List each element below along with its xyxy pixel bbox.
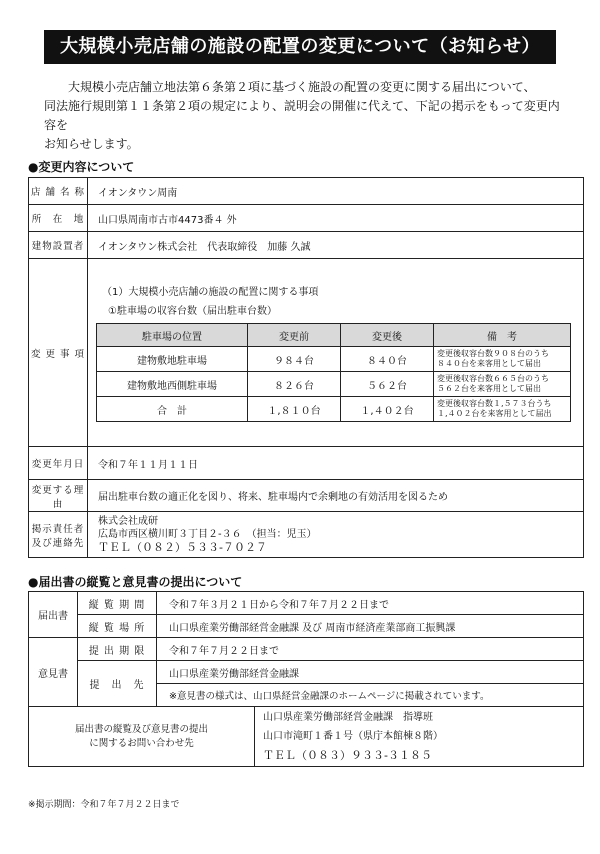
deadline-label: 提 出 期 限: [78, 638, 157, 661]
parking-header-position: 駐車場の位置: [97, 324, 248, 347]
change-date-value: 令和７年１１月１１日: [88, 447, 584, 480]
change-heading: （1）大規模小売店舗の施設の配置に関する事項: [102, 287, 319, 298]
contact-label-line: 及び連絡先: [31, 537, 85, 549]
change-info-table: [28, 177, 584, 558]
parking-note-line: 変更後収容台数６６５台のうち: [437, 374, 549, 383]
parking-note-line: 変更後収容台数１,５７３台うち: [437, 399, 552, 408]
opinion-group-label: 意見書: [29, 638, 78, 707]
review-table: [28, 591, 584, 767]
change-reason-label: 変更する理由: [29, 480, 88, 512]
parking-note: [434, 397, 571, 422]
parking-row: [97, 372, 571, 397]
establisher-value: イオンタウン株式会社 代表取締役 加藤 久誠: [88, 232, 584, 259]
change-reason-value: 届出駐車台数の適正化を図り、将来、駐車場内で余剰地の有効活用を図るため: [88, 480, 584, 512]
store-name-label: 店 舗 名 称: [29, 178, 88, 205]
parking-header-note: 備 考: [434, 324, 571, 347]
parking-position: 合 計: [97, 397, 248, 422]
intro-line: 大規模小売店舗立地法第６条第２項に基づく施設の配置の変更に関する届出について、: [68, 80, 536, 94]
store-name-value: イオンタウン周南: [88, 178, 584, 205]
parking-note-line: ５６２台を来客用として届出: [437, 384, 541, 393]
destination-value: 山口県産業労働部経営金融課: [157, 661, 584, 684]
inquiry-tel: ＴＥＬ（０８３）９３３-３１８５: [263, 749, 432, 762]
parking-header-after: 変更後: [341, 324, 434, 347]
intro-line: 同法施行規則第１１条第２項の規定により、説明会の開催に代えて、下記の掲示をもって変更内容を: [44, 99, 560, 132]
parking-before: １,８１０台: [248, 397, 341, 422]
notification-group-label: 届出書: [29, 592, 78, 638]
inquiry-label: [29, 707, 255, 767]
intro-text: [44, 78, 564, 154]
parking-position: 建物敷地西側駐車場: [97, 372, 248, 397]
inquiry-address: 山口市滝町１番１号（県庁本館棟８階）: [263, 731, 443, 742]
change-date-label: 変更年月日: [29, 447, 88, 480]
parking-header-before: 変更前: [248, 324, 341, 347]
parking-before: ８２６台: [248, 372, 341, 397]
contact-address: 広島市西区横川町３丁目２-３６ （担当：児玉）: [98, 529, 317, 540]
parking-note-line: 変更後収容台数９０８台のうち: [437, 349, 549, 358]
contact-company: 株式会社成研: [98, 516, 158, 527]
parking-table: [96, 323, 571, 422]
inquiry-dept: 山口県産業労働部経営金融課 指導班: [263, 712, 433, 723]
parking-row: [97, 347, 571, 372]
contact-label: [29, 512, 88, 558]
location-label: 所 在 地: [29, 205, 88, 232]
section-heading-changes: ●変更内容について: [28, 160, 135, 174]
parking-after: ８４０台: [341, 347, 434, 372]
section-heading-review: ●届出書の縦覧と意見書の提出について: [28, 575, 243, 589]
review-period-value: 令和７年３月２１日から令和７年７月２２日まで: [157, 592, 584, 615]
change-items-cell: [88, 259, 584, 447]
change-items-label: 変 更 事 項: [29, 259, 88, 447]
destination-label: 提 出 先: [78, 661, 157, 707]
inquiry-label-line: 届出書の縦覧及び意見書の提出: [74, 723, 208, 735]
posting-period-note: ※掲示期間：令和７年７月２２日まで: [28, 800, 180, 810]
parking-note: [434, 347, 571, 372]
contact-value: [88, 512, 584, 558]
contact-label-line: 掲示責任者: [31, 523, 85, 535]
parking-after: １,４０２台: [341, 397, 434, 422]
parking-note-line: １,４０２台を来客用として届出: [437, 409, 552, 418]
deadline-value: 令和７年７月２２日まで: [157, 638, 584, 661]
parking-position: 建物敷地駐車場: [97, 347, 248, 372]
parking-after: ５６２台: [341, 372, 434, 397]
parking-note: [434, 372, 571, 397]
intro-line: お知らせします。: [44, 137, 139, 151]
review-place-value: 山口県産業労働部経営金融課 及び 周南市経済産業部商工振興課: [157, 615, 584, 638]
location-value: 山口県周南市古市4473番４ 外: [88, 205, 584, 232]
review-place-label: 縦 覧 場 所: [78, 615, 157, 638]
establisher-label: 建物設置者: [29, 232, 88, 259]
inquiry-label-line: に関するお問い合わせ先: [89, 737, 194, 749]
destination-note: ※意見書の様式は、山口県経営金融課のホームページに掲載されています。: [157, 684, 584, 707]
page-title: 大規模小売店舗の施設の配置の変更について（お知らせ）: [44, 30, 556, 64]
parking-note-line: ８４０台を来客用として届出: [437, 359, 541, 368]
contact-tel: ＴＥＬ（０８２）５３３-７０２７: [98, 541, 267, 554]
inquiry-contact: [255, 707, 584, 767]
parking-before: ９８４台: [248, 347, 341, 372]
parking-row-total: [97, 397, 571, 422]
change-subheading: ①駐車場の収容台数（届出駐車台数）: [108, 306, 277, 317]
review-period-label: 縦 覧 期 間: [78, 592, 157, 615]
